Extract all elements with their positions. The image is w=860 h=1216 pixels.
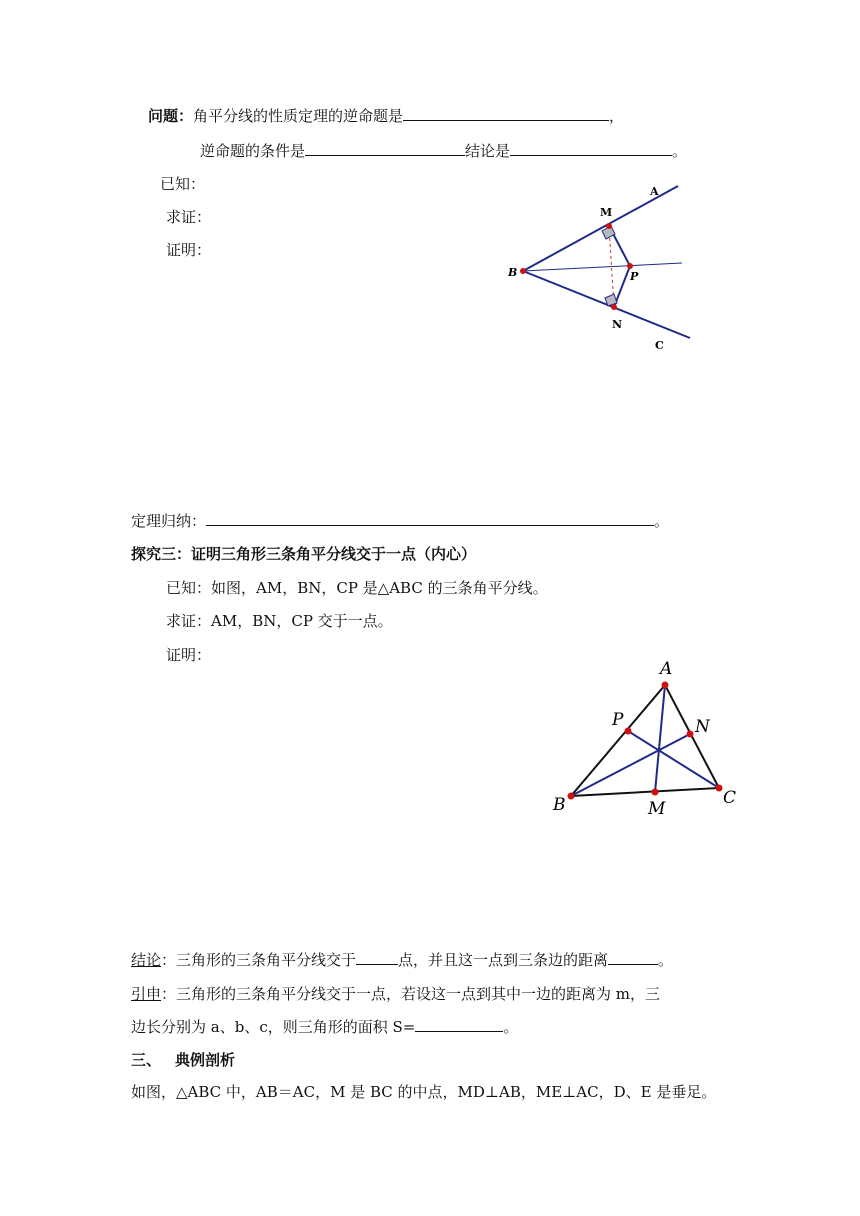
punctuation: ， (609, 107, 625, 125)
punctuation: 。 (654, 512, 670, 530)
label-B: B (508, 266, 518, 279)
conclusion-line (131, 950, 673, 970)
label-A: A (660, 659, 673, 679)
label-N: N (612, 318, 623, 331)
conclusion-blank-1[interactable] (356, 950, 398, 965)
conclusion-text-2: 点，并且这一点到三条边的距离 (398, 951, 609, 969)
question-label: 问题： (148, 107, 194, 125)
point-N (687, 731, 694, 738)
section3-heading (131, 1050, 235, 1070)
label-P: P (630, 270, 639, 283)
explore3-prove: 求证：AM，BN，CP 交于一点。 (166, 612, 393, 630)
bisector-BN (571, 734, 690, 796)
punctuation: 。 (672, 142, 688, 160)
point-B (568, 793, 575, 800)
label-N: N (695, 717, 710, 737)
section3-number: 三、 (131, 1051, 162, 1069)
label-C: C (723, 788, 737, 808)
label-B: B (553, 795, 566, 815)
label-C: C (655, 339, 664, 352)
conclusion-text-1: ：三角形的三条角平分线交于 (161, 951, 357, 969)
area-blank[interactable] (415, 1017, 503, 1032)
punctuation: 。 (503, 1018, 519, 1036)
extension-text-1: ：三角形的三条角平分线交于一点，若设这一点到其中一边的距离为 m，三 (161, 985, 661, 1003)
condition-label: 逆命题的条件是 (200, 142, 306, 160)
extension-label: 引申 (131, 985, 162, 1003)
label-M: M (600, 206, 613, 219)
explore3-given: 已知：如图，AM，BN，CP 是△ABC 的三条角平分线。 (166, 579, 548, 597)
label-M: M (648, 799, 666, 819)
extension-text-2: 边长分别为 a、b、c，则三角形的面积 S= (131, 1018, 416, 1036)
conclusion-blank-2[interactable] (608, 950, 658, 965)
label-A: A (650, 185, 659, 198)
point-A (662, 682, 669, 689)
section3-title: 典例剖析 (175, 1051, 236, 1069)
point-M (652, 789, 659, 796)
conclusion-label: 结论 (131, 951, 162, 969)
bisector-AM (655, 685, 665, 792)
point-C (716, 785, 723, 792)
conclusion-label: 结论是 (465, 142, 511, 160)
given-label: 已知： (160, 175, 206, 193)
explore3-title: 探究三：证明三角形三条角平分线交于一点（内心） (131, 545, 477, 563)
question-text: 角平分线的性质定理的逆命题是 (193, 107, 404, 125)
prove-label: 求证： (166, 208, 212, 226)
theorem-label: 定理归纳： (131, 512, 207, 530)
extension-line-2 (131, 1017, 518, 1037)
explore3-proof: 证明： (166, 646, 212, 664)
punctuation: 。 (658, 951, 674, 969)
example-text: 如图，△ABC 中，AB＝AC，M 是 BC 的中点，MD⊥AB，ME⊥AC，D、E 是垂足。 (131, 1083, 717, 1101)
proof-label: 证明： (166, 241, 212, 259)
label-P: P (612, 710, 624, 730)
point-P (625, 728, 632, 735)
extension-line-1 (131, 984, 660, 1004)
